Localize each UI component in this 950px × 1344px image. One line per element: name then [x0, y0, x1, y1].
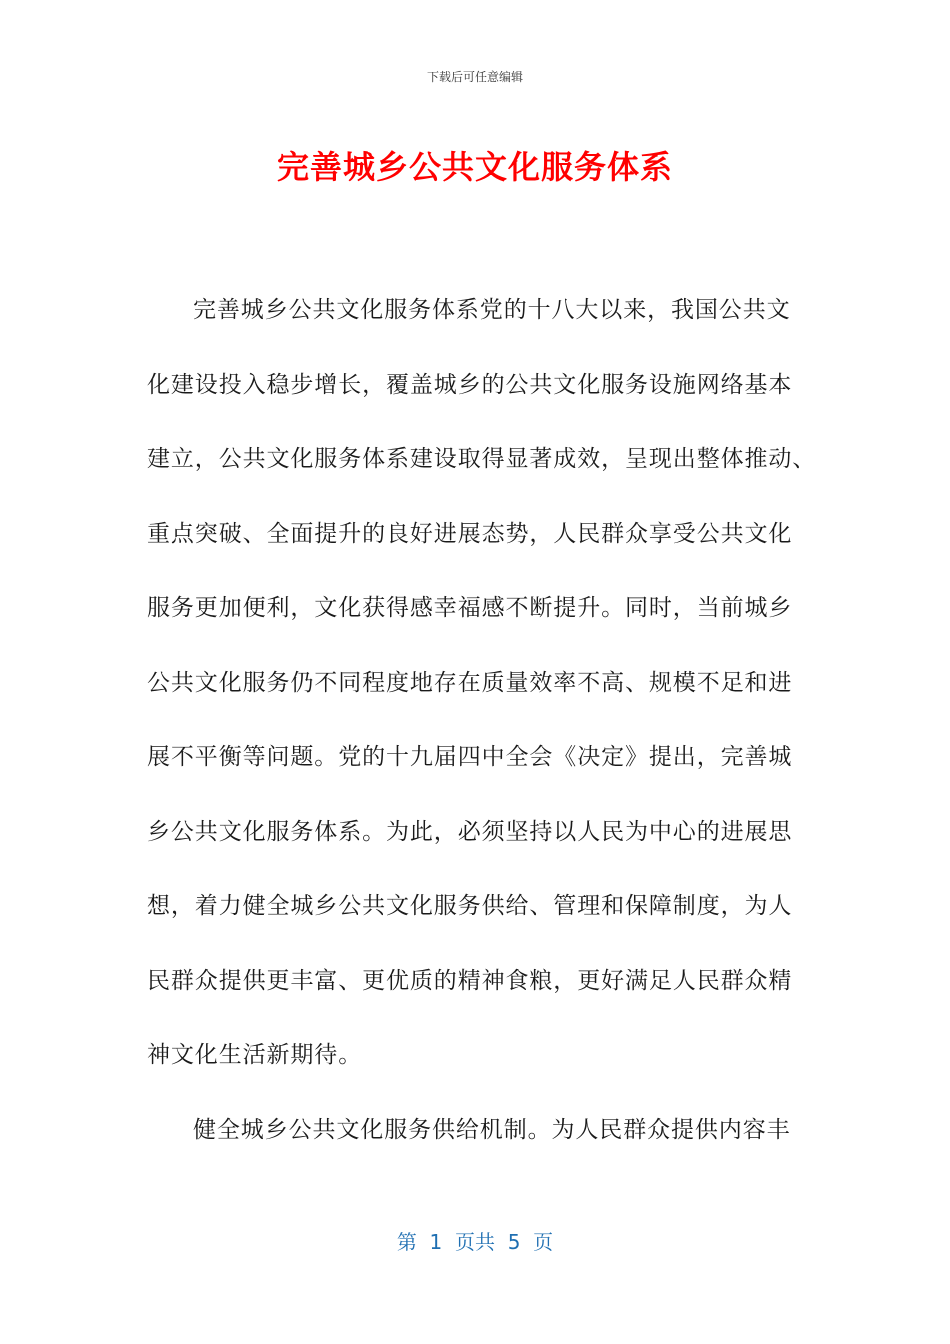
paragraph-1-line-9: 想，着力健全城乡公共文化服务供给、管理和保障制度，为人 — [147, 893, 793, 919]
document-title: 完善城乡公共文化服务体系 — [276, 148, 673, 186]
paragraph-1-line-4: 重点突破、全面提升的良好进展态势，人民群众享受公共文化 — [147, 520, 793, 547]
paragraph-1-line-10: 民群众提供更丰富、更优质的精神食粮，更好满足人民群众精 — [147, 967, 793, 994]
paragraph-1-line-7: 展不平衡等问题。党的十九届四中全会《决定》提出，完善城 — [147, 744, 793, 770]
paragraph-1-line-2: 化建设投入稳步增长，覆盖城乡的公共文化服务设施网络基本 — [147, 371, 793, 398]
paragraph-1-line-1: 完善城乡公共文化服务体系党的十八大以来，我国公共文 — [193, 297, 791, 323]
paragraph-2-line-1: 健全城乡公共文化服务供给机制。为人民群众提供内容丰 — [193, 1116, 791, 1143]
paragraph-1-line-3: 建立，公共文化服务体系建设取得显著成效，呈现出整体推动、 — [147, 446, 817, 472]
paragraph-1-line-5: 服务更加便利，文化获得感幸福感不断提升。同时，当前城乡 — [147, 595, 793, 621]
paragraph-1-line-11: 神文化生活新期待。 — [147, 1042, 363, 1068]
page-number: 第 1 页共 5 页 — [396, 1230, 554, 1254]
paragraph-1-line-6: 公共文化服务仍不同程度地存在质量效率不高、规模不足和进 — [147, 669, 793, 696]
header-note: 下载后可任意编辑 — [426, 70, 523, 84]
paragraph-1-line-8: 乡公共文化服务体系。为此，必须坚持以人民为中心的进展思 — [147, 818, 793, 845]
document-body — [147, 273, 817, 1167]
